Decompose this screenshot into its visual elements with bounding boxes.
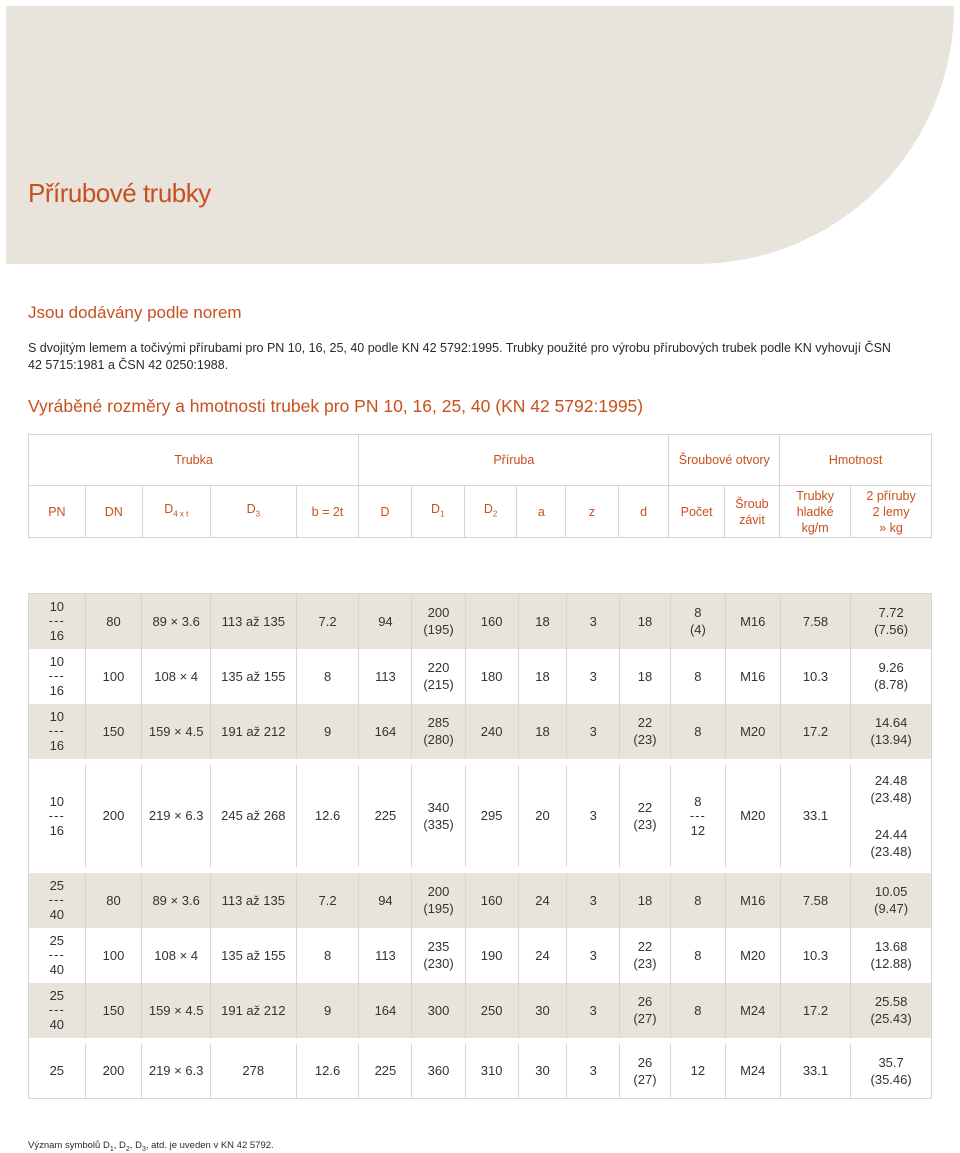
cell-pn: 10 --- 16 xyxy=(29,765,86,867)
cell-pn: 10 --- 16 xyxy=(29,704,86,759)
cell-d4: 159 × 4.5 xyxy=(142,983,210,1038)
cell-z: 3 xyxy=(567,873,619,928)
cell-sroub: M20 xyxy=(725,928,780,983)
cell-pocet: 8 --- 12 xyxy=(671,765,726,867)
cell-dn: 150 xyxy=(85,704,142,759)
group-hmotnost: Hmotnost xyxy=(780,435,932,486)
cell-dn: 100 xyxy=(85,928,142,983)
header-banner xyxy=(6,6,954,264)
col-priruby: 2 příruby 2 lemy » kg xyxy=(851,486,932,538)
cell-d2: 160 xyxy=(465,873,518,928)
cell-d: 22 (23) xyxy=(619,765,670,867)
group-trubka: Trubka xyxy=(29,435,359,486)
cell-d3: 191 až 212 xyxy=(210,983,296,1038)
col-b: b = 2t xyxy=(296,486,358,538)
cell-a: 18 xyxy=(518,704,567,759)
cell-pocet: 8 xyxy=(671,928,726,983)
cell-a: 18 xyxy=(518,649,567,704)
cell-b: 8 xyxy=(296,928,359,983)
cell-kgm: 7.58 xyxy=(780,873,850,928)
cell-kgm: 17.2 xyxy=(780,983,850,1038)
cell-d3: 135 až 155 xyxy=(210,649,296,704)
cell-kgm: 10.3 xyxy=(780,928,850,983)
cell-kg: 7.72 (7.56) xyxy=(851,594,932,649)
col-z: z xyxy=(566,486,619,538)
cell-kg: 13.68 (12.88) xyxy=(870,939,912,971)
table-row xyxy=(29,928,932,983)
cell-a: 30 xyxy=(518,983,567,1038)
cell-pocet: 8 xyxy=(671,873,726,928)
cell-pocet: 8 xyxy=(671,649,726,704)
cell-b: 8 xyxy=(296,649,359,704)
cell-pn: 25 --- 40 xyxy=(29,873,86,928)
cell-kgm: 17.2 xyxy=(780,704,850,759)
table-row xyxy=(29,873,932,928)
cell-a: 30 xyxy=(518,1044,567,1099)
cell-b: 7.2 xyxy=(296,873,359,928)
col-dn: DN xyxy=(85,486,142,538)
cell-d: 22 (23) xyxy=(619,928,670,983)
table-row xyxy=(29,704,932,759)
cell-z: 3 xyxy=(567,649,619,704)
table-heading: Vyráběné rozměry a hmotnosti trubek pro PN 10, 16, 25, 40 (KN 42 5792:1995) xyxy=(28,396,644,416)
cell-b: 12.6 xyxy=(296,1044,359,1099)
cell-d1: 360 xyxy=(412,1044,465,1099)
cell-d1: 300 xyxy=(412,983,465,1038)
cell-d2: 240 xyxy=(465,704,518,759)
cell-pn: 25 xyxy=(29,1044,86,1099)
cell-d: 22 (23) xyxy=(619,704,670,759)
cell-kgm: 7.58 xyxy=(780,594,850,649)
cell-d: 26 (27) xyxy=(619,983,670,1038)
cell-a: 18 xyxy=(518,594,567,649)
col-pocet: Počet xyxy=(669,486,724,538)
cell-a: 24 xyxy=(518,873,567,928)
table-row xyxy=(29,983,932,1038)
cell-d4: 89 × 3.6 xyxy=(142,594,210,649)
cell-d3: 113 až 135 xyxy=(210,594,296,649)
cell-dn: 200 xyxy=(85,1044,142,1099)
col-pn: PN xyxy=(29,486,86,538)
cell-z: 3 xyxy=(567,928,619,983)
cell-dn: 200 xyxy=(85,765,142,867)
cell-d1: 200 (195) xyxy=(412,873,465,928)
cell-b: 7.2 xyxy=(296,594,359,649)
cell-sroub: M16 xyxy=(725,649,780,704)
cell-kg: 9.26 (8.78) xyxy=(874,660,909,692)
cell-pn: 10 --- 16 xyxy=(29,649,86,704)
cell-d4: 159 × 4.5 xyxy=(142,704,210,759)
cell-b: 9 xyxy=(296,983,359,1038)
cell-pocet: 8 (4) xyxy=(671,594,726,649)
cell-d1: 340 (335) xyxy=(412,765,465,867)
cell-D: 113 xyxy=(359,649,412,704)
col-d: D xyxy=(359,486,412,538)
cell-z: 3 xyxy=(567,1044,619,1099)
cell-pn: 25 --- 40 xyxy=(29,928,86,983)
cell-sroub: M16 xyxy=(725,873,780,928)
col-a: a xyxy=(517,486,566,538)
cell-d2: 310 xyxy=(465,1044,518,1099)
cell-d: 18 xyxy=(619,649,670,704)
cell-b: 12.6 xyxy=(296,765,359,867)
cell-d2: 180 xyxy=(465,649,518,704)
col-d3: $D_3$ xyxy=(210,486,296,538)
cell-kg: 24.48 (23.48) 24.44 (23.48) xyxy=(870,772,912,859)
cell-z: 3 xyxy=(567,704,619,759)
col-d2: $D_2$ xyxy=(464,486,517,538)
cell-pocet: 12 xyxy=(671,1044,726,1099)
cell-kg: 25.58 (25.43) xyxy=(851,983,932,1038)
cell-pn: 10 --- 16 xyxy=(29,594,86,649)
group-priruba: Příruba xyxy=(359,435,669,486)
cell-d2: 295 xyxy=(465,765,518,867)
cell-sroub: M20 xyxy=(725,704,780,759)
cell-d2: 250 xyxy=(465,983,518,1038)
cell-dn: 80 xyxy=(85,594,142,649)
group-sroubove-otvory: Šroubové otvory xyxy=(669,435,780,486)
cell-dn: 150 xyxy=(85,983,142,1038)
col-d4: $D_{4 x t}$ xyxy=(142,486,210,538)
cell-z: 3 xyxy=(567,765,619,867)
col-d1: $D_1$ xyxy=(411,486,464,538)
cell-d3: 135 až 155 xyxy=(210,928,296,983)
cell-kgm: 33.1 xyxy=(780,1044,850,1099)
cell-d3: 191 až 212 xyxy=(210,704,296,759)
cell-kgm: 33.1 xyxy=(780,765,850,867)
cell-d1: 200 (195) xyxy=(412,594,465,649)
cell-d2: 190 xyxy=(465,928,518,983)
cell-d: 26 (27) xyxy=(619,1044,670,1099)
cell-kgm: 10.3 xyxy=(780,649,850,704)
cell-d4: 219 × 6.3 xyxy=(142,765,210,867)
cell-b: 9 xyxy=(296,704,359,759)
cell-sroub: M20 xyxy=(725,765,780,867)
col-trubky: Trubky hladké kg/m xyxy=(780,486,851,538)
table-row xyxy=(29,649,932,704)
table-row xyxy=(29,765,932,867)
cell-d1: 220 (215) xyxy=(412,649,465,704)
cell-D: 225 xyxy=(359,765,412,867)
cell-a: 20 xyxy=(518,765,567,867)
cell-pocet: 8 xyxy=(671,983,726,1038)
cell-d: 18 xyxy=(619,873,670,928)
cell-kg: 35.7 (35.46) xyxy=(870,1054,912,1087)
cell-z: 3 xyxy=(567,983,619,1038)
cell-d4: 108 × 4 xyxy=(142,928,210,983)
cell-d4: 108 × 4 xyxy=(142,649,210,704)
table-row xyxy=(29,1044,932,1099)
footnote: Význam symbolů $D_1$, $D_2$, $D_3$, atd. je uveden v KN 42 5792. xyxy=(28,1140,274,1153)
cell-D: 94 xyxy=(359,594,412,649)
cell-d2: 160 xyxy=(465,594,518,649)
cell-d1: 235 (230) xyxy=(412,928,465,983)
cell-D: 113 xyxy=(359,928,412,983)
table-row xyxy=(29,594,932,649)
cell-dn: 80 xyxy=(85,873,142,928)
cell-kg: 10.05 (9.47) xyxy=(851,873,932,928)
cell-D: 225 xyxy=(359,1044,412,1099)
cell-pn: 25 --- 40 xyxy=(29,983,86,1038)
cell-d1: 285 (280) xyxy=(412,704,465,759)
cell-dn: 100 xyxy=(85,649,142,704)
cell-kg: 14.64 (13.94) xyxy=(851,704,932,759)
cell-sroub: M24 xyxy=(725,1044,780,1099)
cell-d: 18 xyxy=(619,594,670,649)
section-heading: Jsou dodávány podle norem xyxy=(28,303,242,322)
cell-D: 94 xyxy=(359,873,412,928)
cell-D: 164 xyxy=(359,983,412,1038)
cell-D: 164 xyxy=(359,704,412,759)
cell-d3: 278 xyxy=(210,1044,296,1099)
col-small-d: d xyxy=(618,486,669,538)
cell-d4: 219 × 6.3 xyxy=(142,1044,210,1099)
cell-d3: 113 až 135 xyxy=(210,873,296,928)
table-header xyxy=(28,434,932,538)
cell-sroub: M16 xyxy=(725,594,780,649)
col-sroub: Šroub závit xyxy=(724,486,779,538)
cell-a: 24 xyxy=(518,928,567,983)
intro-paragraph: S dvojitým lemem a točivými přírubami pro PN 10, 16, 25, 40 podle KN 42 5792:1995. Trubky použité pro výrobu přírubových trubek podle KN vyhovují ČSN 42 5715:1981 a ČSN 42 0250:1988. xyxy=(28,341,891,372)
cell-d3: 245 až 268 xyxy=(210,765,296,867)
cell-sroub: M24 xyxy=(725,983,780,1038)
cell-d4: 89 × 3.6 xyxy=(142,873,210,928)
page-title: Přírubové trubky xyxy=(28,178,211,208)
cell-pocet: 8 xyxy=(671,704,726,759)
cell-z: 3 xyxy=(567,594,619,649)
data-table xyxy=(28,593,932,1099)
